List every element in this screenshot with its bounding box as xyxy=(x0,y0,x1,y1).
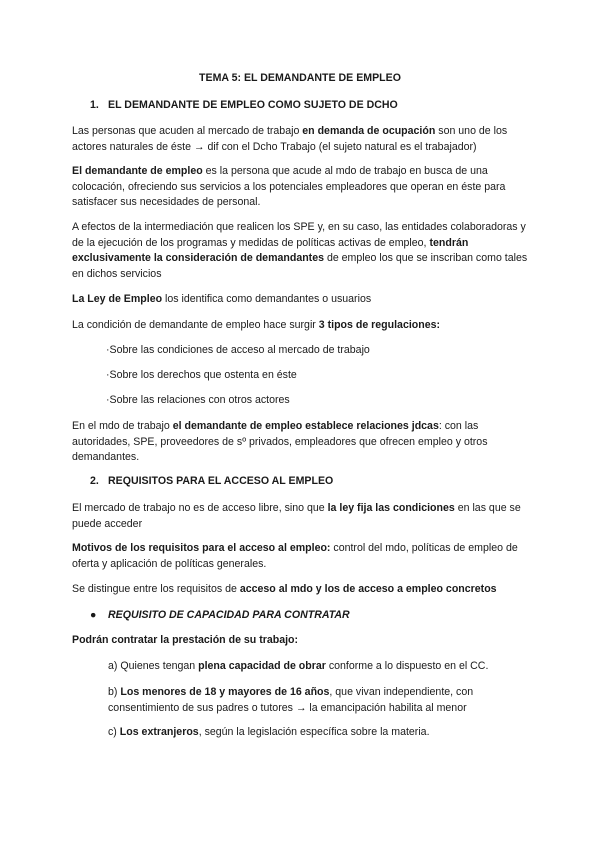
text: , que vivan independiente, con consentimiento de sus padres o tutores → la emancipación habilita al menor xyxy=(108,686,474,714)
paragraph xyxy=(72,124,532,155)
list-item-b xyxy=(108,685,538,716)
text: control del mdo, políticas de empleo de oferta y aplicación de políticas generales. xyxy=(72,542,518,570)
bold-text: plena capacidad de obrar xyxy=(198,660,326,672)
paragraph xyxy=(72,220,532,282)
text: a) Quienes tengan xyxy=(108,660,199,672)
list-item-a xyxy=(108,659,538,675)
text: En el mdo de trabajo xyxy=(72,420,173,432)
paragraph xyxy=(72,318,532,334)
list-item: ·Sobre las condiciones de acceso al mercado de trabajo xyxy=(106,344,370,356)
paragraph xyxy=(72,541,532,572)
text: c) xyxy=(108,726,120,738)
bold-text: en demanda de ocupación xyxy=(302,125,436,137)
bold-text: Los extranjeros xyxy=(119,726,199,738)
bold-text: la ley fija las condiciones xyxy=(327,502,455,514)
text: : con las autoridades, SPE, proveedores de sº privados, empleadores que ofrecen empleo y otros demandantes. xyxy=(72,420,488,464)
text: Las personas que acuden al mercado de trabajo xyxy=(72,125,303,137)
text: b) xyxy=(108,686,121,698)
paragraph xyxy=(72,582,532,598)
section-title: EL DEMANDANTE DE EMPLEO COMO SUJETO DE DCHO xyxy=(108,99,398,111)
list-item-c xyxy=(108,725,538,741)
paragraph-bold: Podrán contratar la prestación de su trabajo: xyxy=(72,634,299,646)
text: La condición de demandante de empleo hace surgir xyxy=(72,319,319,331)
bold-text: tendrán exclusivamente la consideración de demandantes xyxy=(72,236,469,265)
section-heading-1 xyxy=(90,98,550,114)
bullet-icon: ● xyxy=(90,609,97,621)
bold-text: 3 tipos de regulaciones: xyxy=(318,319,441,331)
text: El mercado de trabajo no es de acceso libre, sino que xyxy=(72,502,328,514)
bold-text: La Ley de Empleo xyxy=(72,293,163,305)
section-title: REQUISITOS PARA EL ACCESO AL EMPLEO xyxy=(108,475,334,487)
list-item: ·Sobre los derechos que ostenta en éste xyxy=(106,369,297,381)
paragraph xyxy=(72,501,532,532)
text: de empleo los que se inscriban como tales en dichos servicios xyxy=(72,252,528,280)
bold-text: Los menores de 18 y mayores de 16 años xyxy=(120,686,330,698)
paragraph xyxy=(72,164,532,211)
paragraph xyxy=(72,292,532,308)
bold-text: acceso al mdo y los de acceso a empleo concretos xyxy=(239,583,497,595)
document-title: TEMA 5: EL DEMANDANTE DE EMPLEO xyxy=(199,72,401,84)
bold-text: El demandante de empleo xyxy=(72,165,203,177)
section-number: 2. xyxy=(90,475,99,487)
text: los identifica como demandantes o usuarios xyxy=(162,293,372,305)
text: en las que se puede acceder xyxy=(72,502,521,530)
text: Se distingue entre los requisitos de xyxy=(72,583,240,595)
bold-text: el demandante de empleo establece relaciones jdcas xyxy=(172,420,439,432)
paragraph xyxy=(72,419,532,466)
bullet-text: REQUISITO DE CAPACIDAD PARA CONTRATAR xyxy=(108,609,350,621)
text: , según la legislación específica sobre la materia. xyxy=(198,726,430,738)
text: conforme a lo dispuesto en el CC. xyxy=(325,660,489,672)
text: A efectos de la intermediación que realicen los SPE y, en su caso, las entidades colaboradoras y de la ejecución de los programas y medidas de políticas activas de empleo, xyxy=(72,221,526,249)
bold-text: Motivos de los requisitos para el acceso al empleo: xyxy=(72,542,331,554)
text: son uno de los actores naturales de éste → dif con el Dcho Trabajo (el sujeto natural es el trabajador) xyxy=(72,125,508,153)
section-heading-2 xyxy=(90,474,550,490)
text: es la persona que acude al mdo de trabajo en busca de una colocación, ofreciendo sus servicios a los potenciales empleadores que operan en éste para satisfacer sus necesidades de personal. xyxy=(72,165,506,209)
section-number: 1. xyxy=(90,99,99,111)
list-item: ·Sobre las relaciones con otros actores xyxy=(106,394,290,406)
bullet-heading xyxy=(90,608,550,624)
